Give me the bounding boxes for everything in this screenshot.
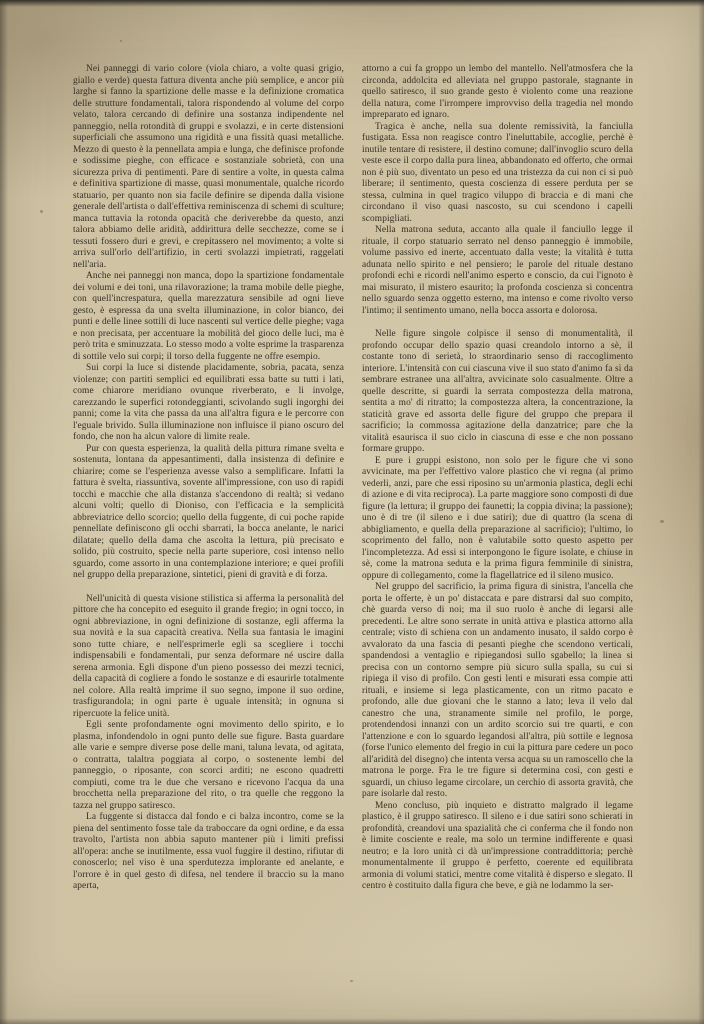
paragraph: Nella matrona seduta, accanto alla quale il fanciullo legge il rituale, il corpo statuario serrato nel denso panneggio è immobile, volume passivo ed inerte, accentuato dalla veste; la vitalità è tutta adunata nello spirito e nel pensiero; le parole del rituale destano profondi echi e ricordi nell'animo esperto e conscio, da cui l'ignoto è mai misurato, il mistero esaurito; la profonda coscienza si concentra nello sguardo senza oggetto esterno, ma intenso e come rivolto verso l'intimo; il sentimento umano, nella bocca assorta e dolorosa. xyxy=(362,225,633,316)
paragraph: Anche nei panneggi non manca, dopo la spartizione fondamentale dei volumi e dei toni, una rilavorazione; la trama mobile delle pieghe, con quell'increspatura, quella marezzatura sensibile ad ogni lieve gesto, è espressa da una svelta illuminazione, in color bianco, dei punti e delle linee sottili di luce nascenti sul vertice delle pieghe; vaga e non precisata, per accentuare la mobilità del gioco delle luci, ma è però trita e sminuzzata. Lo stesso modo a volte esprime la trasparenza di sottile velo sui corpi; il torso della fuggente ne offre esempio. xyxy=(73,271,344,362)
paragraph: E pure i gruppi esistono, non solo per le figure che vi sono avvicinate, ma per l'effettivo valore plastico che vi regna (al primo vederli, anzi, pare che essi riposino su un'armonia plastica, degli echi di azione e di vita reciproca). La parte maggiore sono composti di due figure (la lettura; il gruppo dei faunetti; la coppia divina; la passione); uno è di tre (il sileno e i due satiri); due di quattro (la scena di abbigliamento, e quella della preparazione al sacrificio); l'ultimo, lo scoprimento del fallo, non è valutabile sotto questo aspetto per l'incompletezza. Ad essi si interpongono le figure isolate, e chiuse in sè, come la matrona seduta e la prima figura femminile di sinistra, oppure di collegamento, come la flagellatrice ed il sileno musico. xyxy=(362,455,633,581)
scan-edge-top xyxy=(0,0,704,7)
text-columns xyxy=(73,64,633,893)
paragraph: La fuggente si distacca dal fondo e ci balza incontro, come se la piena del sentimento fosse tale da traboccare da ogni ordine, e da essa travolto, l'artista non abbia saputo mantener più i limiti prefissi all'opera: anche se inutilmente, essa vuol fuggire il destino, rifiutar di conoscerlo; nel viso è una sperdutezza implorante ed anelante, e l'orrore è in quel gesto di difesa, nel tendere il braccio su la mano aperta, xyxy=(73,812,344,891)
paper-speck xyxy=(40,210,43,213)
scan-edge-bottom xyxy=(0,1018,704,1024)
paragraph: Meno concluso, più inquieto e distratto malgrado il legame plastico, è il gruppo satiresco. Il sileno e i due satiri sono schierati in profondità, creandovi una spazialità che ci conferma che il fondo non è limite cosciente e reale, ma solo un termine indifferente e quasi neutro; e la loro unità ci dà un'impressione contraddittoria; perchè monumentalmente il gruppo è perfetto, coerente ed equilibrata armonia di volumi statici, mentre come vitalità è disperso e slegato. Il centro è costituito dalla figura che beve, e già ne lodammo la ser- xyxy=(362,800,633,891)
paragraph: Nelle figure singole colpisce il senso di monumentalità, il profondo occupar dello spazio quasi creandolo intorno a sè, il costante tono di serietà, lo straordinario senso di raccoglimento interiore. L'intensità con cui ciascuna vive il suo stato d'animo fa sì da sembrare estranee una all'altra, avvicinate solo casualmente. Oltre a quelle descritte, si guardi la serrata compostezza della matrona, sentita a mo' di ritratto; la compostezza altera, la concentrazione, la staticità grave ed assorta delle figure del gruppo che prepara il sacrificio; la commossa agitazione della danzatrice; pare che la vitalità esaurisca il suo ciclo in ciascuna di esse e che non possano formare gruppo. xyxy=(362,329,633,454)
paper-speck xyxy=(120,40,122,42)
paragraph: Pur con questa esperienza, la qualità della pittura rimane svelta e sostenuta, lontana da appesantimenti, dalla insistenza di definire e chiarire; come se l'esperienza avesse valso a semplificare. Infatti la fattura è svelta, riassuntiva, sovente all'impressione, con uso di rapidi tocchi e macchie che alla distanza s'accendono di realtà; si vedano alcuni volti; quello di Dioniso, con l'efficacia e la semplicità abbreviatrice dello scorcio; quello della fuggente, di cui poche rapide pennellate definiscono gli occhi sbarrati, la bocca anelante, le narici dilatate; quello della dama che ascolta la lettura, più precisato e solido, più costruito, specie nella parte superiore, così intenso nello sguardo, come assorto in una contemplazione interiore; e quei profili nel gruppo della preparazione, sintetici, pieni di gravità e di forza. xyxy=(73,443,344,580)
paper-speck xyxy=(660,520,664,523)
paragraph: Nell'unicità di questa visione stilistica si afferma la personalità del pittore che ha concepito ed eseguito il grande fregio; in ogni tocco, in ogni abbreviazione, in ogni definizione di sostanze, egli afferma la sua novità e la sua capacità creativa. Nella sua fantasia le imagini sono tutte chiare, e nell'esprimerle egli sa scegliere i tocchi indispensabili e fondamentali, pur senza deformare né uscire dalla serena armonia. Egli dispone d'un pieno possesso dei mezzi tecnici, della capacità di cogliere a fondo le sostanze e di esaurirle totalmente nel colore. Alla realtà imprime il suo segno, impone il suo ordine, trasfigurandola; in ogni parte è uguale intensità; in ognuna si ripercuote la felice unità. xyxy=(73,593,344,719)
paper-speck xyxy=(350,980,353,982)
paragraph: Nei panneggi di vario colore (viola chiaro, a volte quasi grigio, giallo e verde) questa fattura diventa anche più semplice, e ancor più larghe si fanno la spartizione delle masse e la definizione cromatica delle strutture fondamentali, talora rispondendo al volume del corpo velato, talora cercando di definire una sostanza indipendente nel panneggio, nella rotondità di gruppi e svolazzi, e in certe distensioni superficiali che assumono una rigidità e una fissità quasi metalliche. Mezzo di questo è la pennellata ampia e lunga, che definisce profonde e sodissime pieghe, con efficace e sostanziale sobrietà, con una sicurezza priva di pentimenti. Pare di sentire a volte, in questa calma e definitiva spartizione di masse, quasi monumentale, qualche ricordo statuario, per quanto non sia facile definire se dipenda dalla visione generale dell'artista o dall'effettiva reminiscenza di schemi di sculture; manca tuttavia la rotonda opacità che deriverebbe da questo, anzi talora abbiamo delle aridità, addirittura delle secchezze, come se i tessuti fossero duri e grevi, e crepitassero nel movimento; a volte si arriva sull'orlo dell'artifizio, in certi svolazzi impietrati, raggelati nell'aria. xyxy=(73,64,344,270)
paragraph: Egli sente profondamente ogni movimento dello spirito, e lo plasma, infondendolo in ogni punto delle sue figure. Basta guardare alle varie e sempre diverse pose delle mani, taluna levata, od agitata, o contratta, talaltra poggiata al corpo, o sostenente lembi del panneggio, o riposante, con scorci arditi; ne escono quadretti compiuti, come tra le due che versano e ricevono l'acqua da una brocchetta nella preparazione del rito, o tra quelle che reggono la tazza nel gruppo satiresco. xyxy=(73,720,344,811)
text-column-right xyxy=(362,64,633,893)
paragraph: Tragica è anche, nella sua dolente remissività, la fanciulla fustigata. Essa non reagisce contro l'ineluttabile, accoglie, perchè è inutile tentare di resistere, il destino comune; dall'invoglio scuro della veste esce il corpo dalla pura linea, abbandonato ed offerto, che ormai non è più suo, diventato un peso ed una tristezza da cui non ci si può liberare; il sentimento, questa coscienza di essere perduta per se stessa, culmina in quel tragico viluppo di braccia e di mani che circondano il viso quasi nascosto, su cui scendono i capelli scompigliati. xyxy=(362,121,633,224)
paragraph: attorno a cui fa groppo un lembo del mantello. Nell'atmosfera che la circonda, addolcita ed alleviata nel gruppo pastorale, stagnante in quello satiresco, il suo grande gesto è violento come una reazione della natura, come l'irrompere improvviso della tragedia nel mondo impreparato ed ignaro. xyxy=(362,64,633,120)
scan-edge-left xyxy=(0,0,8,1024)
scan-edge-right xyxy=(698,0,704,1024)
paragraph: Sui corpi la luce si distende placidamente, sobria, pacata, senza violenze; con partiti semplici ed equilibrati essa batte su tutti i lati, come chiarore meridiano ovunque riverberato, e li involge, carezzando le superfici rotondeggianti, scivolando sugli ingorghi dei panni; come la vita che passa da una all'altra figura e le percorre con l'eguale brivido. Sulla illuminazione non influisce il piano oscuro del fondo, che non ha alcun valore di limite reale. xyxy=(73,363,344,442)
paragraph: Nel gruppo del sacrificio, la prima figura di sinistra, l'ancella che porta le offerte, è un po' distaccata e pare distrarsi dal suo compito, chè guarda verso di noi; ma il suo ruolo è anche di legarsi alle precedenti. Le altre sono serrate in unità attiva e plastica attorno alla centrale; visto di schiena con un andamento inusato, il saldo corpo è avvalorato da una fascia di pesanti pieghe che scendono verticali, spandendosi a ventaglio e ripiegandosi sullo sgabello; la linea si precisa con un contorno sempre più sicuro sulla spalla, su cui si ripiega il viso di profilo. Con gesti lenti e misurati essa compie atti rituali, e insieme si lega plasticamente, con un ritmo pacato e profondo, alle due giovani che le stanno a lato; leva il velo dal canestro che una, stranamente simile nel profilo, le porge, protendendosi innanzi con un ardito scorcio sui tre quarti, e con l'attenzione e con lo sguardo legandosi all'altra, più sottile e legnosa (forse l'unico elemento del fregio in cui la pittura pare cedere un poco all'aridità del disegno) che intenta versa acqua su un ramoscello che la matrona le porge. Fra le tre figure si determina così, con gesti e sguardi, un chiuso legame circolare, un cerchio di assorta gravità, che pare isolarle dal resto. xyxy=(362,582,633,799)
text-column-left xyxy=(73,64,344,893)
